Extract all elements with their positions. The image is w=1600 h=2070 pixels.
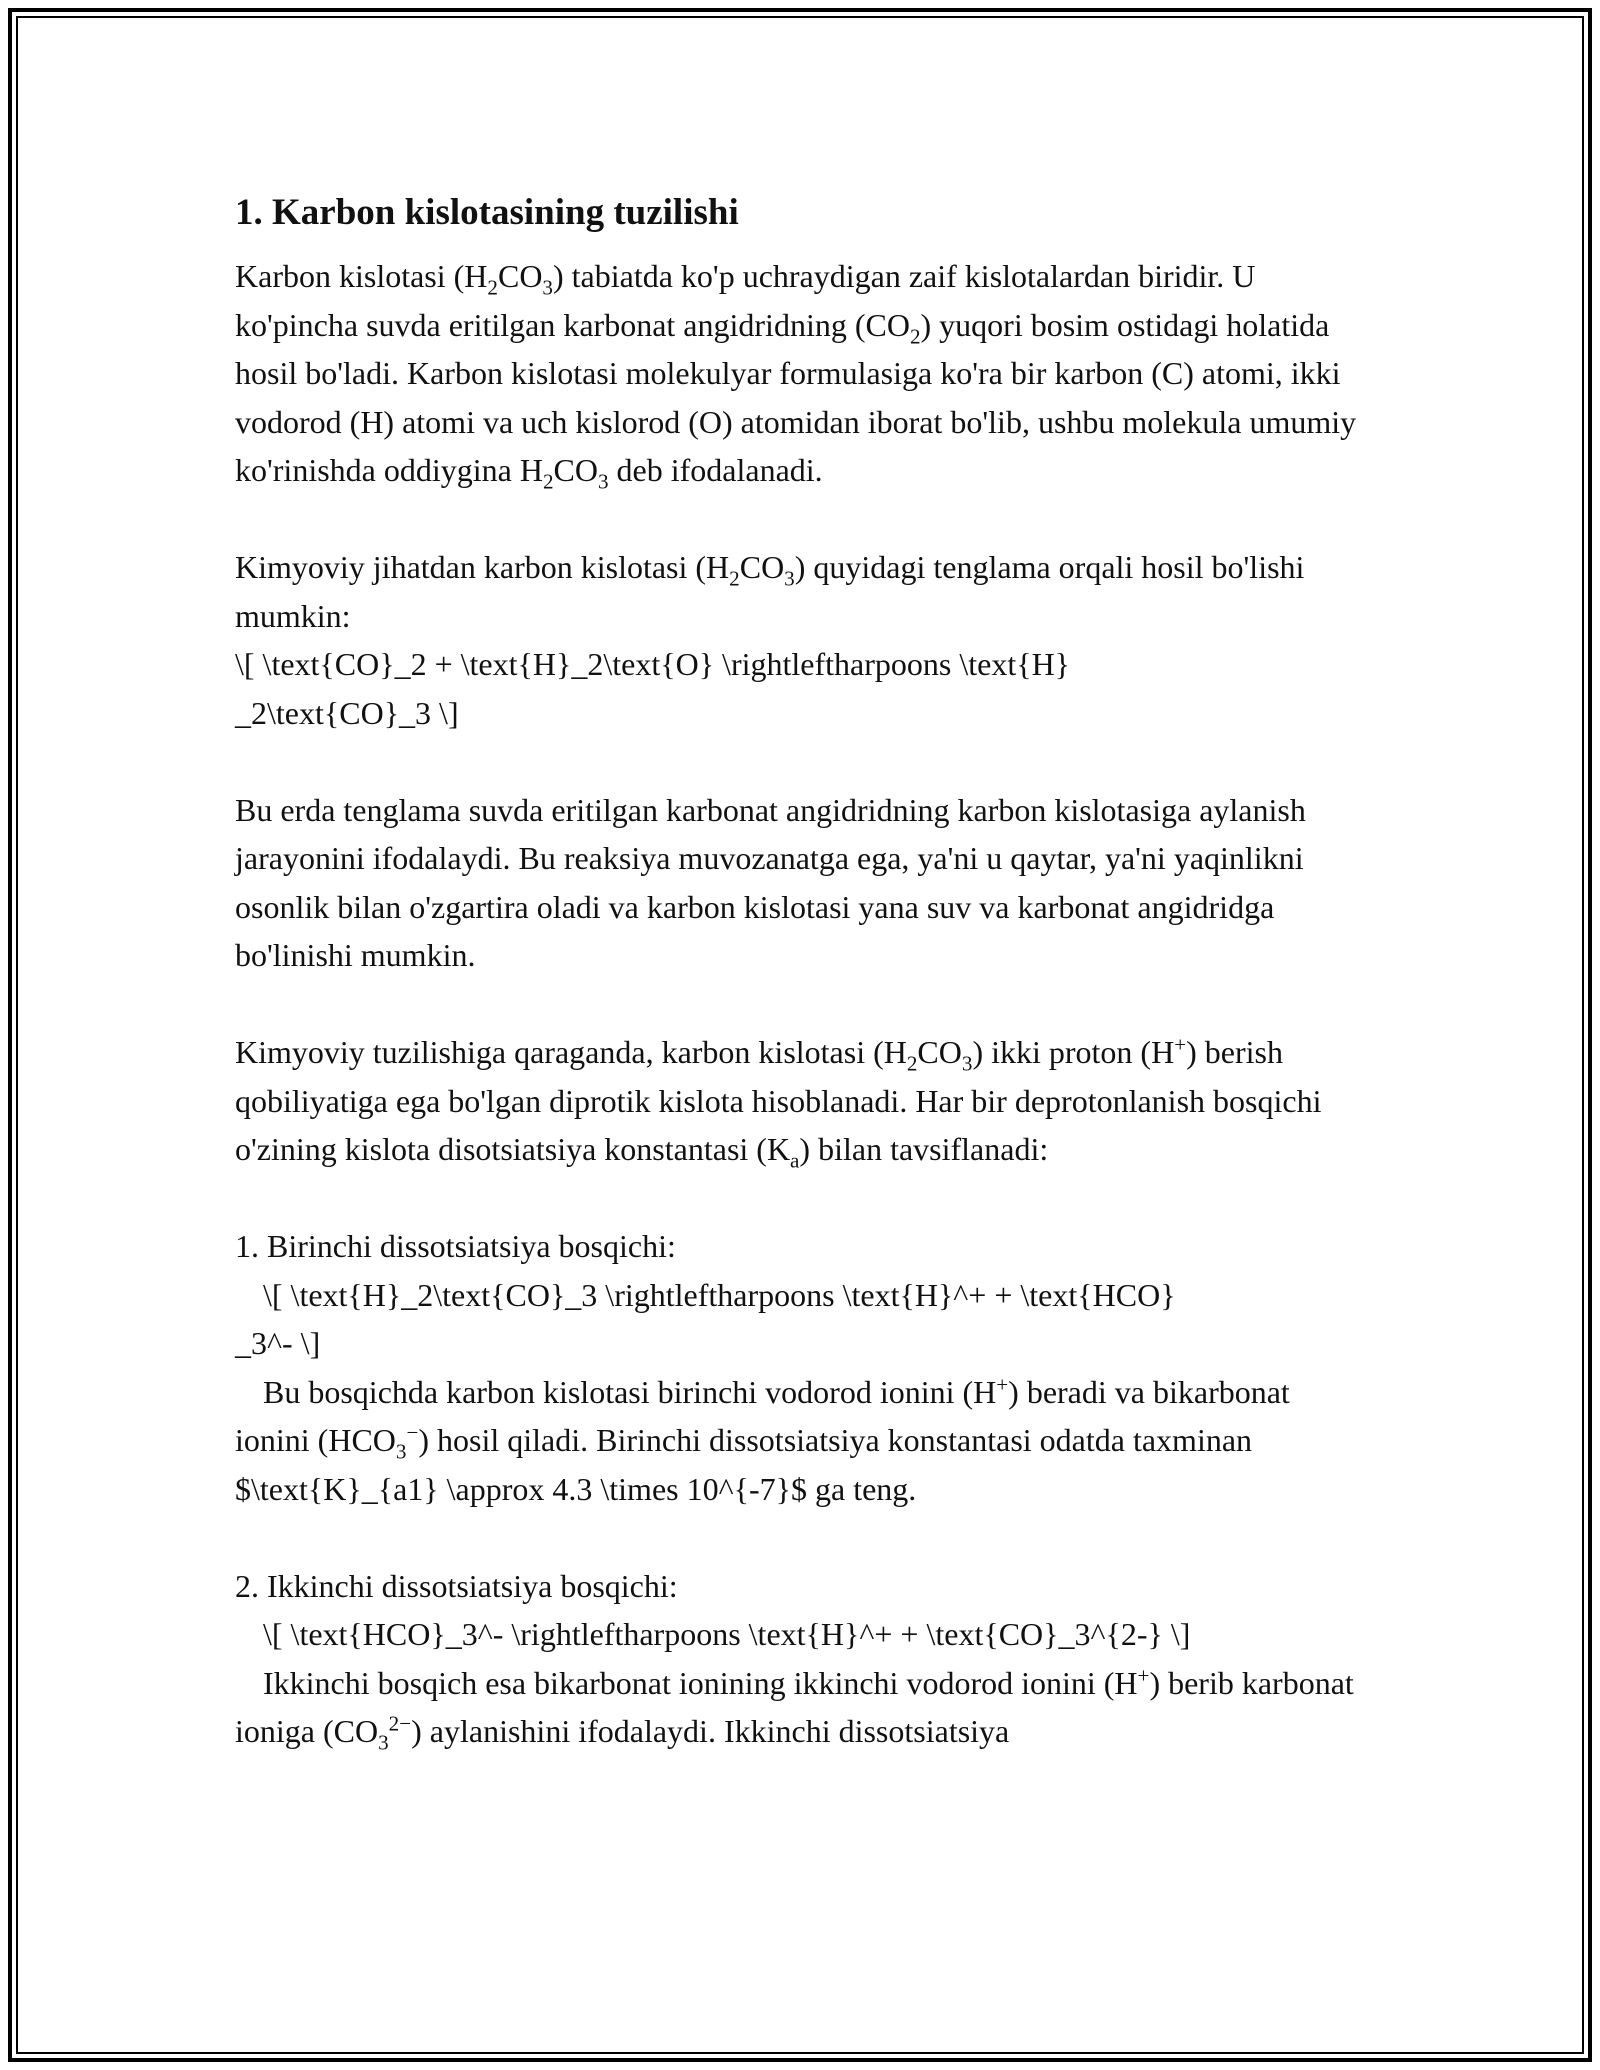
subscript: 3 bbox=[378, 1730, 389, 1755]
spacer bbox=[235, 1174, 1370, 1223]
text-run: Bu bosqichda karbon kislotasi birinchi vodorod ionini (H bbox=[263, 1373, 997, 1410]
superscript: + bbox=[1137, 1662, 1150, 1687]
text-run: CO bbox=[497, 258, 543, 294]
spacer bbox=[235, 737, 1370, 786]
text-run: CO bbox=[917, 1034, 962, 1070]
step2-title: 2. Ikkinchi dissotsiatsiya bosqichi: bbox=[235, 1567, 678, 1604]
paragraph-intro bbox=[235, 252, 1370, 495]
text-run: ) tabiatda ko'p uchraydigan zaif kislotalardan biridir. U ko'pincha suvda eritilgan karbonat angidridning (CO bbox=[235, 258, 1256, 343]
text-run: Karbon kislotasi (H bbox=[235, 258, 488, 294]
text-run: ) quyidagi tenglama orqali hosil bo'lishi mumkin: bbox=[235, 549, 1305, 634]
spacer bbox=[235, 1513, 1370, 1562]
paragraph-equilibrium: Bu erda tenglama suvda eritilgan karbonat angidridning karbon kislotasiga aylanish jarayonini ifodalaydi. Bu reaksiya muvozanatga ega, ya'ni u qaytar, ya'ni yaqinlikni osonlik bilan o'zgartira oladi va karbon kislotasi yana suv va karbonat angidridga bo'linishi mumkin. bbox=[235, 791, 1306, 973]
text-run: Kimyoviy jihatdan karbon kislotasi (H bbox=[235, 549, 730, 585]
text-run: ) yuqori bosim ostidagi holatida hosil bo'ladi. Karbon kislotasi molekulyar formulasiga ko'ra bir karbon (C) atomi, ikki vodorod (H) atomi va uch kislorod (O) atomidan iborat bo'lib, ushbu molekula umumiy ko'rinishda oddiygina H bbox=[235, 306, 1357, 488]
subscript: 3 bbox=[542, 275, 553, 300]
text-run: ) hosil qiladi. Birinchi dissotsiatsiya konstantasi odatda taxminan $\text{K}_{a1} \approx 4.3 \times 10^{-7}$ ga teng. bbox=[235, 1422, 1253, 1507]
text-run: ) aylanishini ifodalaydi. Ikkinchi dissotsiatsiya bbox=[411, 1713, 1010, 1749]
superscript: 2− bbox=[388, 1711, 412, 1736]
step1-equation-line1: \[ \text{H}_2\text{CO}_3 \rightleftharpoons \text{H}^+ + \text{HCO} bbox=[263, 1276, 1176, 1313]
superscript: − bbox=[406, 1420, 419, 1445]
subscript: 3 bbox=[395, 1439, 407, 1464]
subscript: 2 bbox=[542, 469, 554, 494]
section-heading: 1. Karbon kislotasining tuzilishi bbox=[235, 192, 739, 233]
subscript: 2 bbox=[909, 323, 921, 348]
subscript: 2 bbox=[487, 275, 498, 300]
text-run: CO bbox=[739, 549, 785, 585]
superscript: + bbox=[996, 1371, 1009, 1396]
text-run: ) bilan tavsiflanadi: bbox=[799, 1131, 1049, 1167]
step2-equation: \[ \text{HCO}_3^- \rightleftharpoons \text{H}^+ + \text{CO}_3^{2-} \] bbox=[263, 1616, 1191, 1652]
paragraph-diprotic bbox=[235, 1028, 1370, 1174]
document-body bbox=[235, 188, 1370, 1756]
paragraph-formation bbox=[235, 543, 1370, 640]
step1-title: 1. Birinchi dissotsiatsiya bosqichi: bbox=[235, 1228, 676, 1264]
text-run: deb ifodalanadi. bbox=[608, 452, 823, 488]
equation-formation-line1: \[ \text{CO}_2 + \text{H}_2\text{O} \rightleftharpoons \text{H} bbox=[235, 646, 1071, 682]
subscript: 3 bbox=[597, 469, 609, 494]
subscript: 2 bbox=[906, 1051, 918, 1076]
text-run: ) berib karbonat ioniga (CO bbox=[235, 1664, 1354, 1749]
subscript: 2 bbox=[729, 566, 740, 591]
spacer bbox=[235, 495, 1370, 544]
subscript: a bbox=[790, 1148, 800, 1173]
text-run: Kimyoviy tuzilishiga qaraganda, karbon kislotasi (H bbox=[235, 1034, 907, 1070]
equation-formation-line2: _2\text{CO}_3 \] bbox=[235, 694, 459, 731]
text-run: ) berish qobiliyatiga ega bo'lgan diprotik kislota hisoblanadi. Har bir deprotonlanish bosqichi o'zining kislota disotsiatsiya konstantasi (K bbox=[235, 1034, 1322, 1167]
text-run: ) beradi va bikarbonat ionini (HCO bbox=[235, 1373, 1290, 1458]
text-run: CO bbox=[553, 452, 598, 488]
spacer bbox=[235, 980, 1370, 1029]
subscript: 3 bbox=[784, 566, 795, 591]
step1-description bbox=[235, 1368, 1370, 1514]
step2-description bbox=[235, 1659, 1370, 1756]
superscript: + bbox=[1174, 1032, 1187, 1057]
text-run: ) ikki proton (H bbox=[972, 1034, 1175, 1070]
step1-equation-line2: _3^- \] bbox=[235, 1325, 321, 1361]
text-run: Ikkinchi bosqich esa bikarbonat ionining ikkinchi vodorod ionini (H bbox=[263, 1664, 1138, 1701]
subscript: 3 bbox=[961, 1051, 973, 1076]
